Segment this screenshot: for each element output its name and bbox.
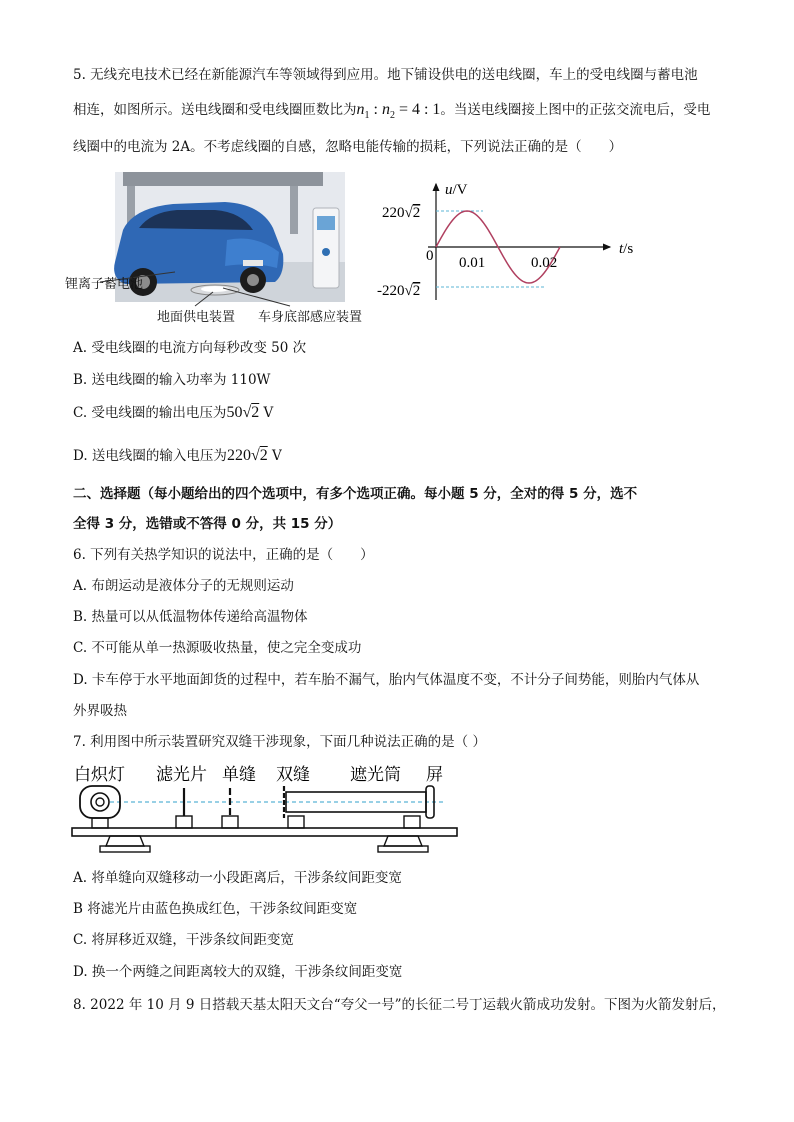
graph-x2-label: 0.02 <box>531 255 558 271</box>
graph-ymax-label: 220√2 <box>382 205 421 221</box>
q7-stem: 7. 利用图中所示装置研究双缝干涉现象，下面几种说法正确的是（ ） <box>73 734 486 750</box>
label-single-slit: 单缝 <box>222 765 256 784</box>
q7-option-a: A. 将单缝向双缝移动一小段距离后，干涉条纹间距变宽 <box>73 870 402 886</box>
optical-bench-rail <box>72 828 457 836</box>
q5-line2-post: 。当送电线圈接上图中的正弦交流电后，受电 <box>440 102 711 118</box>
graph-x1-label: 0.01 <box>459 255 486 271</box>
label-lamp: 白炽灯 <box>74 765 125 784</box>
label-double-slit: 双缝 <box>276 765 310 784</box>
label-screen: 屏 <box>426 765 443 784</box>
q6-option-b: B. 热量可以从低温物体传递给高温物体 <box>73 609 308 625</box>
q5-stem-line1: 5. 无线充电技术已经在新能源汽车等领域得到应用。地下铺设供电的送电线圈，车上的受电线圈与蓄电池 <box>73 67 698 83</box>
q7-option-b: B 将滤光片由蓝色换成红色，干涉条纹间距变宽 <box>73 901 358 917</box>
car-charging-photo <box>65 170 363 328</box>
q6-option-d-line1: D. 卡车停于水平地面卸货的过程中，若车胎不漏气，胎内气体温度不变，不计分子间势能，则胎内气体从 <box>73 672 700 688</box>
q5-stem-line2 <box>73 100 710 126</box>
photo-label-battery: 锂离子蓄电池 <box>65 276 144 291</box>
section2-header-line2: 全得 3 分，选错或不答得 0 分，共 15 分） <box>73 516 342 532</box>
graph-zero-label: 0 <box>426 248 434 264</box>
double-slit-apparatus-diagram <box>70 762 460 857</box>
q5-option-c: C. 受电线圈的输出电压为50√2 V <box>73 404 274 421</box>
photo-label-ground: 地面供电装置 <box>157 309 236 324</box>
section2-header-line1: 二、选择题（每小题给出的四个选项中，有多个选项正确。每小题 5 分，全对的得 5 分，选不 <box>73 486 638 502</box>
q5-ratio: $n_1$ : $n_2 = 4$ : 1 <box>356 101 441 122</box>
q6-option-a: A. 布朗运动是液体分子的无规则运动 <box>73 578 294 594</box>
q5-option-b: B. 送电线圈的输入功率为 110W <box>73 372 271 388</box>
photo-label-car: 车身底部感应装置 <box>258 309 363 324</box>
q6-option-c: C. 不可能从单一热源吸收热量，使之完全变成功 <box>73 640 362 656</box>
graph-xlabel: t/s <box>619 241 634 257</box>
q7-option-c: C. 将屏移近双缝，干涉条纹间距变宽 <box>73 932 294 948</box>
graph-ylabel: u/V <box>445 182 468 198</box>
q6-stem: 6. 下列有关热学知识的说法中，正确的是（ ） <box>73 547 374 563</box>
label-filter: 滤光片 <box>156 765 207 784</box>
q5-option-a: A. 受电线圈的电流方向每秒改变 50 次 <box>73 340 307 356</box>
graph-ymin-label: -220√2 <box>377 283 421 299</box>
q8-stem-line1: 8. 2022 年 10 月 9 日搭载天基太阳天文台“夸父一号”的长征二号丁运载火箭成功发射。下图为火箭发射后， <box>73 997 726 1013</box>
label-tube: 遮光筒 <box>350 765 401 784</box>
q6-option-d-line2: 外界吸热 <box>73 703 127 719</box>
q5-option-d: D. 送电线圈的输入电压为220√2 V <box>73 447 282 464</box>
voltage-time-graph <box>375 178 645 303</box>
q5-line2-pre: 相连，如图所示。送电线圈和受电线圈匝数比为 <box>73 102 357 118</box>
q5-stem-line3: 线圈中的电流为 2A。不考虑线圈的自感，忽略电能传输的损耗，下列说法正确的是（ ） <box>73 139 623 155</box>
q7-option-d: D. 换一个两缝之间距离较大的双缝，干涉条纹间距变宽 <box>73 964 403 980</box>
